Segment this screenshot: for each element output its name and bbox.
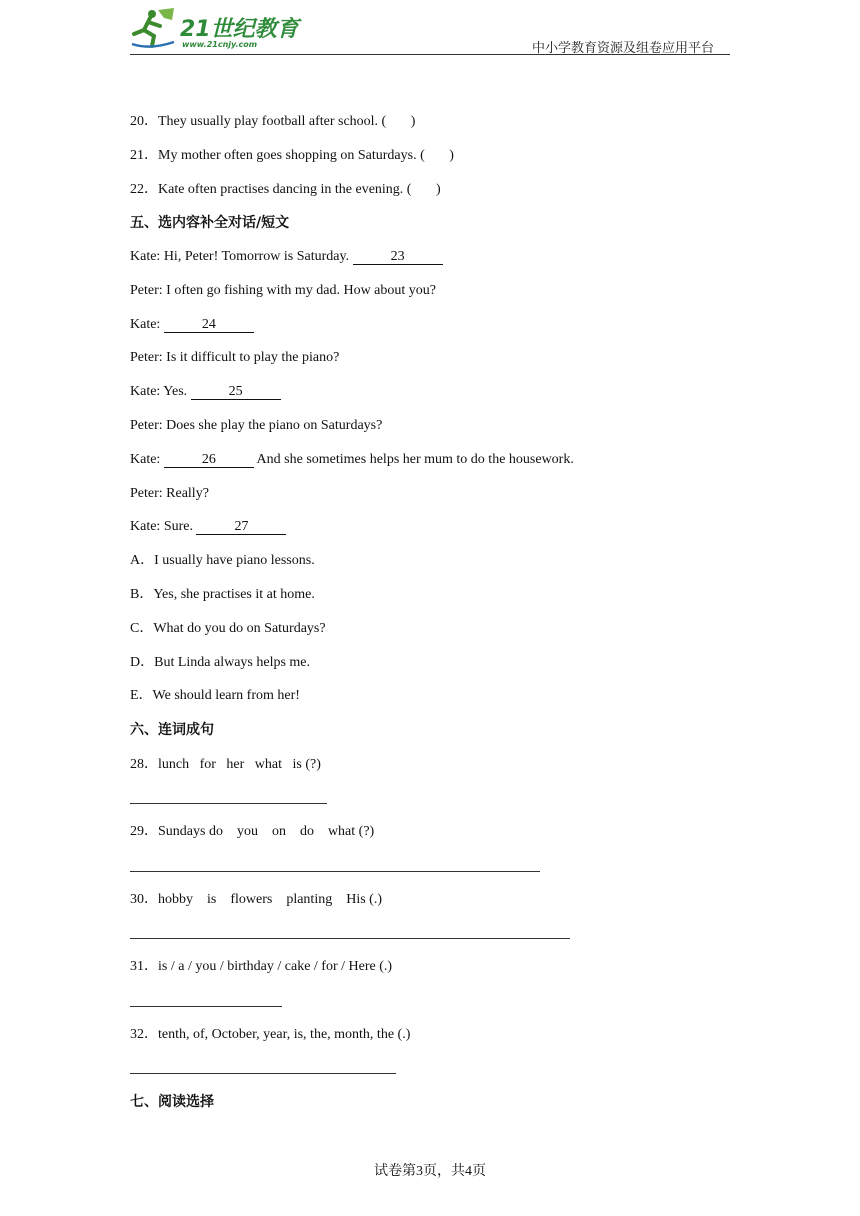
dialogue-line — [130, 485, 209, 503]
dialogue-text: Peter: I often go fishing with my dad. How about you? — [130, 283, 437, 298]
dialogue-line — [130, 282, 436, 300]
option-b: B．Yes, she practises it at home. — [130, 587, 315, 602]
blank-26: 26 — [164, 452, 254, 468]
logo — [130, 6, 310, 52]
dialogue-text: And she sometimes helps her mum to do the housework. — [253, 452, 574, 467]
dialogue-line — [130, 518, 286, 536]
dialogue-text: Peter: Really? — [130, 486, 209, 501]
question-30: 30．hobby is flowers planting His (.) — [130, 892, 382, 907]
blank-27: 27 — [196, 519, 286, 535]
runner-icon — [132, 8, 174, 47]
question-21: 21．My mother often goes shopping on Saturdays. ( ) — [130, 148, 454, 163]
dialogue-line — [130, 349, 339, 367]
dialogue-text: Kate: Yes. — [130, 384, 191, 399]
dialogue-line — [130, 316, 254, 334]
dialogue-text: Kate: Hi, Peter! Tomorrow is Saturday. — [130, 249, 353, 264]
dialogue-text: Kate: Sure. — [130, 519, 197, 534]
dialogue-text: Peter: Is it difficult to play the piano? — [130, 350, 340, 365]
question-22: 22．Kate often practises dancing in the evening. ( ) — [130, 182, 441, 197]
section-6-title: 六、连词成句 — [130, 722, 214, 738]
section-5-title: 五、选内容补全对话/短文 — [130, 215, 290, 231]
answer-line-28[interactable] — [130, 803, 327, 804]
answer-line-32[interactable] — [130, 1073, 396, 1074]
dialogue-text: Kate: — [130, 317, 164, 332]
option-d: D．But Linda always helps me. — [130, 655, 311, 670]
answer-line-31[interactable] — [130, 1006, 282, 1007]
logo-url: www.21cnjy.com — [182, 40, 258, 49]
dialogue-text: Peter: Does she play the piano on Saturdays? — [130, 418, 383, 433]
blank-25: 25 — [191, 384, 281, 400]
logo-text: 21世纪教育 — [180, 17, 299, 42]
answer-line-29[interactable] — [130, 871, 540, 872]
dialogue-line — [130, 417, 382, 435]
dialogue-line — [130, 383, 281, 401]
blank-24: 24 — [164, 317, 254, 333]
blank-23: 23 — [353, 249, 443, 265]
page-header — [0, 0, 860, 60]
header-divider — [130, 54, 730, 55]
option-e: E．We should learn from her! — [130, 688, 300, 703]
dialogue-line — [130, 451, 574, 469]
dialogue-line — [130, 248, 443, 266]
question-29: 29．Sundays do you on do what (?) — [130, 824, 375, 839]
dialogue-text: Kate: — [130, 452, 164, 467]
question-20: 20．They usually play football after school. ( ) — [130, 114, 416, 129]
section-7-title: 七、阅读选择 — [130, 1094, 214, 1110]
question-32: 32．tenth, of, October, year, is, the, month, the (.) — [130, 1027, 411, 1042]
platform-label: 中小学教育资源及组卷应用平台 — [531, 41, 714, 56]
option-c: C．What do you do on Saturdays? — [130, 621, 326, 636]
option-a: A．I usually have piano lessons. — [130, 553, 315, 568]
question-31: 31．is / a / you / birthday / cake / for / Here (.) — [130, 959, 393, 974]
answer-line-30[interactable] — [130, 938, 570, 939]
page-footer: 试卷第3页，共4页 — [374, 1164, 486, 1179]
question-28: 28．lunch for her what is (?) — [130, 757, 321, 772]
